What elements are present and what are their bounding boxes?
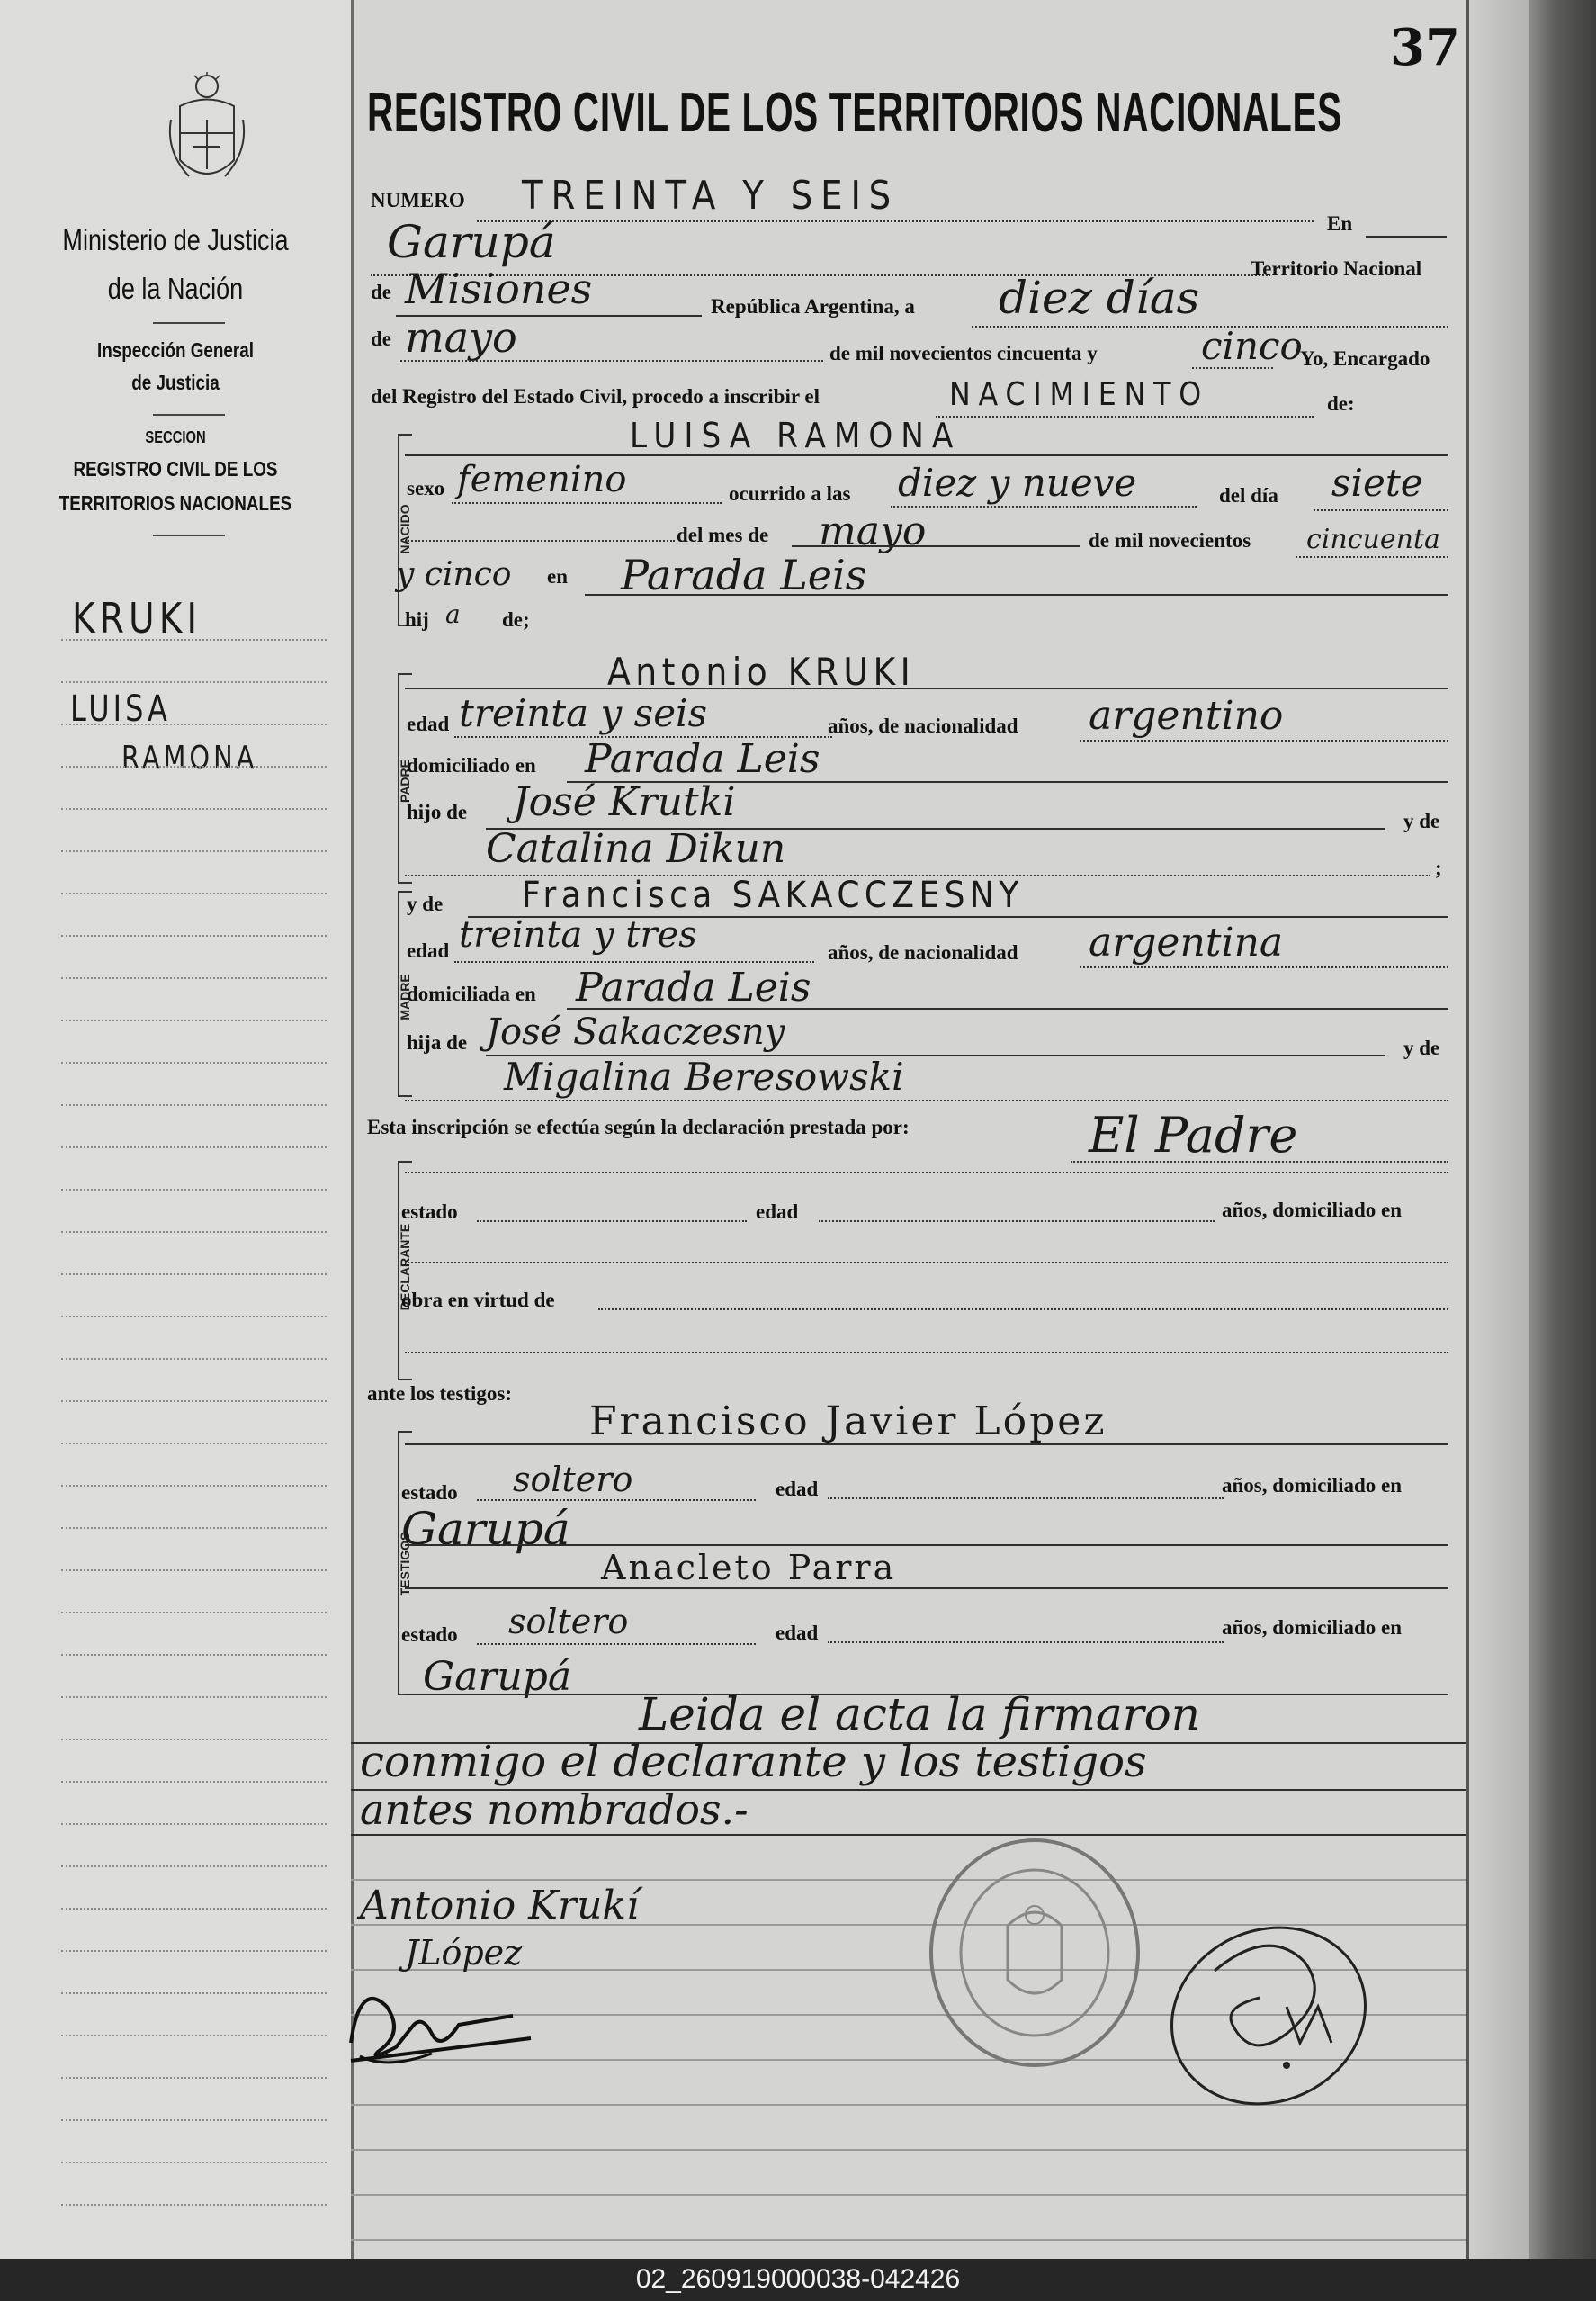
ruled-line: [61, 1569, 327, 1571]
w1-edad-label: edad: [776, 1478, 819, 1500]
mother-nat-line: [1080, 966, 1448, 968]
madre-section-label: MADRE: [398, 974, 412, 1020]
numero-line: [477, 220, 1314, 222]
madre-domicilio-label: domiciliada en: [407, 983, 536, 1005]
closing-line3: antes nombrados.-: [360, 1785, 749, 1834]
inspection-name: Inspección General: [96, 338, 254, 362]
ruled-line: [61, 850, 327, 852]
w2-anos-label: años, domiciliado en: [1222, 1616, 1403, 1639]
ruled-line: [61, 893, 327, 894]
ruled-line: [61, 1612, 327, 1613]
declaracion-intro: Esta inscripción se efectúa según la declaración prestada por:: [367, 1116, 910, 1138]
form-title: REGISTRO CIVIL DE LOS TERRITORIOS NACIONALES: [367, 82, 1342, 144]
ruled-line: [61, 2119, 327, 2121]
padre-domicilio-label: domiciliado en: [407, 754, 536, 777]
margin-given-name-2: RAMONA: [121, 740, 258, 777]
ruled-line: [61, 1146, 327, 1148]
ruled-line: [61, 2162, 327, 2163]
ruled-line: [61, 2035, 327, 2036]
ruled-line: [351, 2194, 1466, 2196]
testigos-section-label: TESTIGOS: [398, 1532, 412, 1596]
book-binding: [1529, 0, 1596, 2259]
madre-edad-label: edad: [407, 939, 450, 962]
ruled-line: [61, 1739, 327, 1740]
coat-of-arms-icon: [162, 70, 252, 192]
birth-month: mayo: [819, 508, 927, 554]
hij-suffix: a: [445, 599, 461, 629]
ruled-line: [61, 1485, 327, 1487]
del-dia-label: del día: [1219, 484, 1278, 507]
mother-age: treinta y tres: [459, 914, 697, 956]
act-type: NACIMIENTO: [949, 376, 1209, 413]
declarante-dom-line: [405, 1262, 1448, 1263]
act-line: [936, 416, 1314, 418]
w1-anos-label: años, domiciliado en: [1222, 1474, 1403, 1497]
ruled-line: [61, 1104, 327, 1106]
ruled-line: [61, 1062, 327, 1064]
signature-lopez: JLópez: [405, 1933, 523, 1973]
ruled-line: [61, 1823, 327, 1825]
en-label-2: en: [547, 565, 568, 588]
w2-estado-label: estado: [401, 1623, 458, 1646]
mother-mother: Migalina Beresowski: [504, 1055, 904, 1099]
father-nationality: argentino: [1089, 693, 1284, 739]
ocurrido-label: ocurrido a las: [729, 482, 851, 505]
father-domicilio: Parada Leis: [585, 736, 820, 782]
mother-domicilio: Parada Leis: [576, 965, 811, 1011]
mil-label-2: de mil novecientos: [1089, 529, 1251, 552]
closing-line3-rule: [351, 1834, 1466, 1836]
witness1-name-line: [405, 1443, 1448, 1445]
ministry-name: Ministerio de Justicia: [62, 223, 289, 256]
signature-scribble: [333, 1962, 549, 2079]
closing-line1: Leida el acta la firmaron: [639, 1688, 1200, 1740]
en-label: En: [1327, 212, 1353, 235]
declarante-estado-line: [477, 1220, 747, 1222]
ruled-line: [61, 2077, 327, 2079]
mother-mother-line: [405, 1100, 1448, 1101]
witness2-name-line: [405, 1587, 1448, 1589]
official-seal-icon: [918, 1836, 1152, 2070]
section-label: SECCION: [145, 428, 206, 446]
ruled-line: [61, 1231, 327, 1233]
margin-surname: KRUKI: [72, 594, 202, 643]
registry-form: [351, 0, 1469, 2259]
mother-name: Francisca SAKACCZESNY: [522, 875, 1024, 916]
margin-given-name: LUISA: [70, 688, 171, 730]
w2-edad-line: [828, 1641, 1224, 1643]
w2-edad-label: edad: [776, 1622, 819, 1644]
padre-anos-label: años, de nacionalidad: [828, 715, 1018, 737]
padre-section-label: PADRE: [398, 760, 412, 803]
birth-place: Parada Leis: [621, 551, 867, 599]
ruled-line: [351, 2149, 1466, 2151]
sexo-label: sexo: [407, 477, 445, 499]
footer-bar: [0, 2259, 1596, 2301]
declarante-value: El Padre: [1089, 1107, 1298, 1164]
footer-code: 02_260919000038-042426: [635, 2264, 961, 2294]
ruled-line: [61, 639, 327, 641]
section-name: REGISTRO CIVIL DE LOS: [73, 457, 278, 481]
witness1-name: Francisco Javier López: [589, 1398, 1107, 1444]
ministry-name-line2: de la Nación: [107, 272, 244, 305]
cincuenta-line: [1296, 556, 1448, 558]
padre-edad-label: edad: [407, 713, 450, 735]
obra-line: [598, 1308, 1448, 1310]
en-line: [1366, 236, 1447, 238]
ruled-line: [61, 1443, 327, 1444]
father-nat-line: [1080, 740, 1448, 742]
birth-month-line: [792, 545, 1080, 547]
day-value: diez días: [999, 272, 1200, 324]
child-name: LUISA RAMONA: [630, 416, 962, 455]
sexo-line: [452, 502, 722, 504]
ruled-line: [61, 808, 327, 810]
ruled-line: [61, 1654, 327, 1656]
republica-label: República Argentina, a: [711, 295, 915, 318]
witness1-domicilio: Garupá: [401, 1503, 570, 1555]
hij-label: hij: [405, 608, 429, 631]
signature-antonio: Antonio Krukí: [360, 1883, 640, 1928]
margin-column: [0, 0, 354, 2259]
father-name-line: [405, 688, 1448, 689]
sexo-value: femenino: [457, 459, 627, 500]
year-suffix: cinco: [1201, 324, 1303, 368]
obra-label: obra en virtud de: [401, 1289, 555, 1311]
hour-value: diez y nueve: [898, 461, 1137, 505]
mother-age-line: [454, 961, 814, 963]
declaracion-line: [1071, 1161, 1448, 1163]
divider: [153, 414, 225, 416]
father-mother: Catalina Dikun: [486, 826, 786, 872]
hour-line: [891, 506, 1197, 508]
madre-y-de: y de: [1403, 1037, 1440, 1059]
w1-estado-label: estado: [401, 1481, 458, 1504]
ruled-line: [61, 1908, 327, 1910]
de-colon: de:: [1327, 392, 1355, 415]
w1-edad-line: [828, 1497, 1224, 1499]
ruled-line: [61, 1316, 327, 1317]
ruled-line: [61, 1020, 327, 1021]
de-label: de: [371, 281, 391, 303]
closing-line2: conmigo el declarante y los testigos: [360, 1737, 1147, 1787]
ruled-line: [61, 1358, 327, 1360]
declarante-edad-label: edad: [756, 1200, 799, 1223]
ruled-line: [351, 1879, 1466, 1881]
del-mes-label: del mes de: [677, 524, 769, 546]
ruled-line: [61, 681, 327, 683]
birth-place-line: [585, 594, 1448, 596]
w1-dom-line: [405, 1544, 1448, 1546]
ruled-line: [351, 2239, 1466, 2241]
ruled-line: [61, 1950, 327, 1952]
declarante-edad-line: [819, 1220, 1215, 1222]
declarante-section-label: DECLARANTE: [398, 1223, 412, 1311]
padre-y-de: y de: [1403, 810, 1440, 832]
father-name: Antonio KRUKI: [607, 650, 916, 694]
birth-day-line: [1314, 509, 1448, 511]
registro-label: del Registro del Estado Civil, procedo a inscribir el: [371, 385, 820, 408]
ruled-line: [61, 977, 327, 979]
numero-label: NUMERO: [371, 189, 465, 211]
declarante-anos-label: años, domiciliado en: [1222, 1199, 1403, 1221]
territory-value: Misiones: [405, 265, 593, 313]
witness2-estado: soltero: [508, 1602, 629, 1641]
ruled-line: [61, 1273, 327, 1275]
page-number: 37: [1390, 18, 1460, 77]
official-signature-scribble: [1152, 1908, 1385, 2115]
ruled-line: [61, 1696, 327, 1698]
w2-estado-line: [477, 1643, 756, 1645]
ruled-line: [61, 2204, 327, 2206]
padre-semicolon: ;: [1435, 857, 1442, 879]
madre-anos-label: años, de nacionalidad: [828, 941, 1018, 964]
mother-dom-line: [567, 1008, 1448, 1010]
divider: [153, 322, 225, 324]
encargado-label: Yo, Encargado: [1300, 347, 1430, 370]
birth-day: siete: [1331, 461, 1423, 505]
mother-father: José Sakaczesny: [486, 1011, 785, 1053]
obra-line-2: [405, 1352, 1448, 1353]
mil-label: de mil novecientos cincuenta y: [829, 342, 1098, 364]
ruled-line: [61, 1781, 327, 1783]
inspection-name-line2: de Justicia: [131, 371, 220, 394]
mes-prefix-line: [405, 540, 675, 542]
declarante-estado-label: estado: [401, 1200, 458, 1223]
child-name-line: [405, 454, 1448, 456]
hij-de-label: de;: [502, 608, 530, 631]
territorio-label: Territorio Nacional: [1251, 257, 1422, 280]
record-number: TREINTA Y SEIS: [522, 173, 900, 219]
witness1-estado: soltero: [513, 1460, 633, 1499]
nacido-section-label: NACIDO: [398, 504, 412, 554]
madre-hija-label: hija de: [407, 1031, 468, 1054]
page-edge: [1466, 0, 1529, 2259]
declarante-name-line: [405, 1172, 1448, 1173]
ruled-line: [61, 766, 327, 768]
year-line: [1192, 367, 1273, 369]
ruled-line: [61, 1400, 327, 1402]
witness2-name: Anacleto Parra: [601, 1548, 897, 1587]
cincuenta-value: cincuenta: [1306, 524, 1440, 555]
father-age: treinta y seis: [459, 691, 708, 735]
month-value: mayo: [405, 313, 517, 362]
ruled-line: [61, 935, 327, 937]
father-father: José Krutki: [513, 779, 736, 825]
madre-y-de-label: y de: [407, 893, 444, 915]
year-end: y cinco: [396, 556, 512, 593]
place-value: Garupá: [387, 216, 556, 268]
padre-hijo-label: hijo de: [407, 801, 468, 823]
testigos-intro: ante los testigos:: [367, 1382, 512, 1405]
ruled-line: [61, 1865, 327, 1867]
witness2-domicilio: Garupá: [423, 1654, 572, 1700]
ruled-line: [61, 724, 327, 725]
w1-estado-line: [477, 1499, 756, 1501]
month-line: [400, 360, 823, 362]
ruled-line: [61, 1527, 327, 1529]
ruled-line: [61, 1189, 327, 1191]
mother-nationality: argentina: [1089, 920, 1284, 966]
de-label-2: de: [371, 328, 391, 350]
divider: [153, 535, 225, 536]
ruled-line: [61, 1992, 327, 1994]
section-name-line2: TERRITORIOS NACIONALES: [58, 491, 292, 515]
